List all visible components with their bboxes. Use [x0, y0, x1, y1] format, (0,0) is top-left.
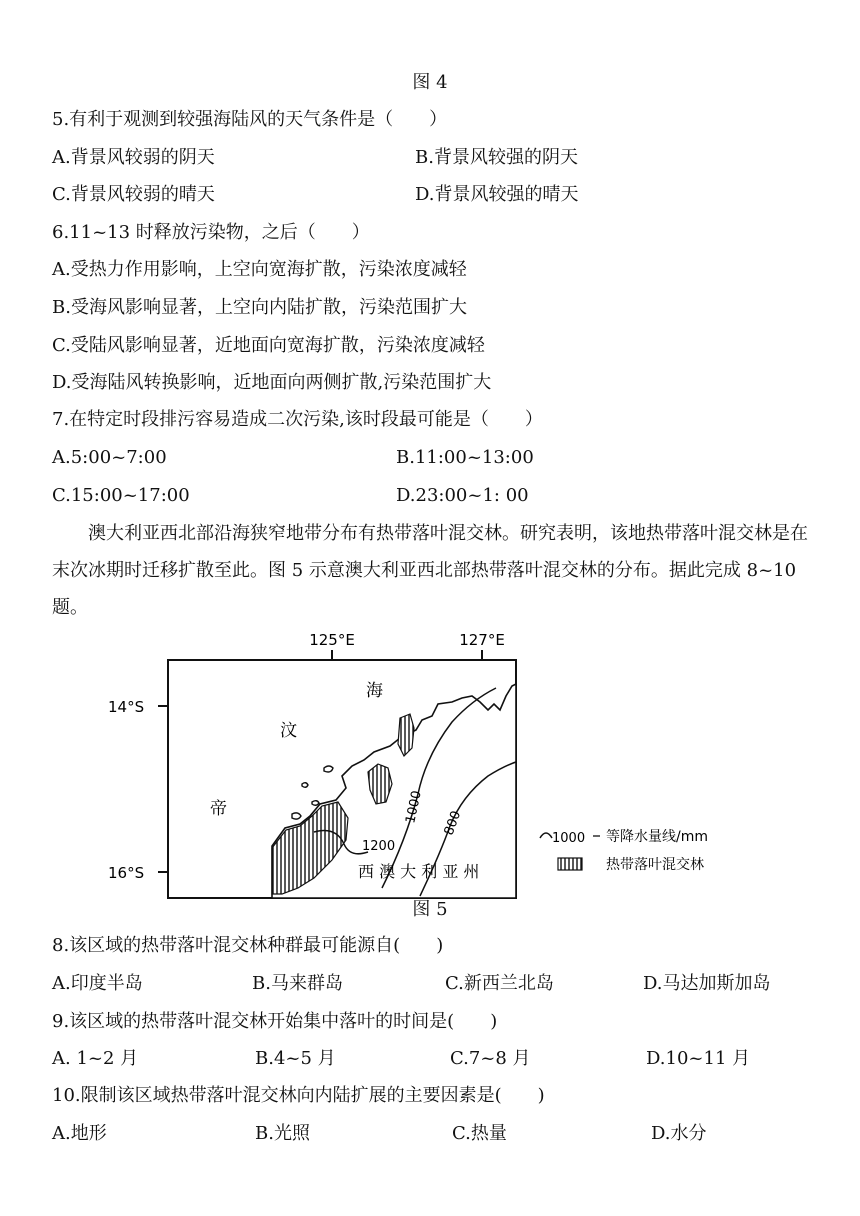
- question-5-option-a: A.背景风较弱的阴天: [52, 147, 215, 168]
- question-9-option-d: D.10~11 月: [646, 1048, 751, 1069]
- question-9-option-a: A. 1~2 月: [52, 1048, 139, 1069]
- legend-forest-symbol: [558, 858, 582, 870]
- question-7-stem: 7.在特定时段排污容易造成二次污染,该时段最可能是（ ）: [52, 409, 543, 430]
- question-9-option-b: B.4~5 月: [255, 1048, 336, 1069]
- question-6-stem: 6.11~13 时释放污染物，之后（ ）: [52, 222, 370, 243]
- legend-forest-label: 热带落叶混交林: [606, 857, 704, 873]
- question-7-option-c: C.15:00~17:00: [52, 485, 190, 506]
- island: [292, 813, 301, 819]
- question-6-option-c: C.受陆风影响显著，近地面向宽海扩散，污染浓度减轻: [52, 335, 485, 356]
- question-5-option-c: C.背景风较弱的晴天: [52, 184, 215, 205]
- island: [302, 783, 308, 788]
- lat-14-label: 14°S: [108, 698, 145, 716]
- island: [312, 801, 319, 806]
- passage-intro: 澳大利亚西北部沿海狭窄地带分布有热带落叶混交林。研究表明，该地热带落叶混交林是在末次冰期时迁移扩散至此。图 5 示意澳大利亚西北部热带落叶混交林的分布。据此完成 8~10 题。: [52, 523, 808, 618]
- sea-name-char-1: 帝: [210, 799, 227, 819]
- lon-125-label: 125°E: [309, 631, 355, 649]
- question-8-option-c: C.新西兰北岛: [445, 973, 554, 994]
- question-10-option-b: B.光照: [255, 1123, 310, 1144]
- question-10-stem: 10.限制该区域热带落叶混交林向内陆扩展的主要因素是( ): [52, 1085, 545, 1106]
- isohyet-label-800: 800: [441, 808, 465, 838]
- question-5-stem: 5.有利于观测到较强海陆风的天气条件是（ ）: [52, 109, 448, 130]
- question-10-option-c: C.热量: [452, 1123, 507, 1144]
- question-10-option-d: D.水分: [651, 1123, 707, 1144]
- sea-name-char-3: 海: [366, 681, 383, 701]
- sea-name-char-2: 汶: [280, 721, 297, 741]
- lat-16-label: 16°S: [108, 864, 145, 882]
- question-7-option-b: B.11:00~13:00: [396, 447, 534, 468]
- figure-4-caption: 图 4: [412, 72, 448, 93]
- question-10-option-a: A.地形: [52, 1123, 107, 1144]
- state-label: 西 澳 大 利 亚 州: [358, 862, 480, 881]
- question-7-option-a: A.5:00~7:00: [52, 447, 167, 468]
- question-9-option-c: C.7~8 月: [450, 1048, 531, 1069]
- question-8-stem: 8.该区域的热带落叶混交林种群最可能源自( ): [52, 935, 444, 956]
- legend-isohyet-label: 等降水量线/mm: [606, 829, 708, 845]
- figure-5-map: [100, 626, 760, 901]
- figure-5-caption: 图 5: [412, 899, 448, 920]
- legend-isohyet-symbol: [540, 833, 552, 838]
- isohyet-label-1200: 1200: [362, 839, 396, 854]
- question-6-option-a: A.受热力作用影响，上空向宽海扩散，污染浓度减轻: [52, 259, 467, 280]
- question-6-option-d: D.受海陆风转换影响，近地面向两侧扩散,污染范围扩大: [52, 372, 492, 393]
- question-6-option-b: B.受海风影响显著，上空向内陆扩散，污染范围扩大: [52, 297, 467, 318]
- question-8-option-d: D.马达加斯加岛: [643, 973, 771, 994]
- isohyet-label-1000: 1000: [403, 789, 425, 825]
- question-8-option-a: A.印度半岛: [52, 973, 143, 994]
- question-7-option-d: D.23:00~1: 00: [396, 485, 529, 506]
- legend-isohyet-value: 1000: [552, 831, 586, 846]
- question-5-option-b: B.背景风较强的阴天: [415, 147, 578, 168]
- question-9-stem: 9.该区域的热带落叶混交林开始集中落叶的时间是( ): [52, 1011, 498, 1032]
- lon-127-label: 127°E: [459, 631, 505, 649]
- question-8-option-b: B.马来群岛: [252, 973, 343, 994]
- island: [324, 766, 333, 772]
- question-5-option-d: D.背景风较强的晴天: [415, 184, 579, 205]
